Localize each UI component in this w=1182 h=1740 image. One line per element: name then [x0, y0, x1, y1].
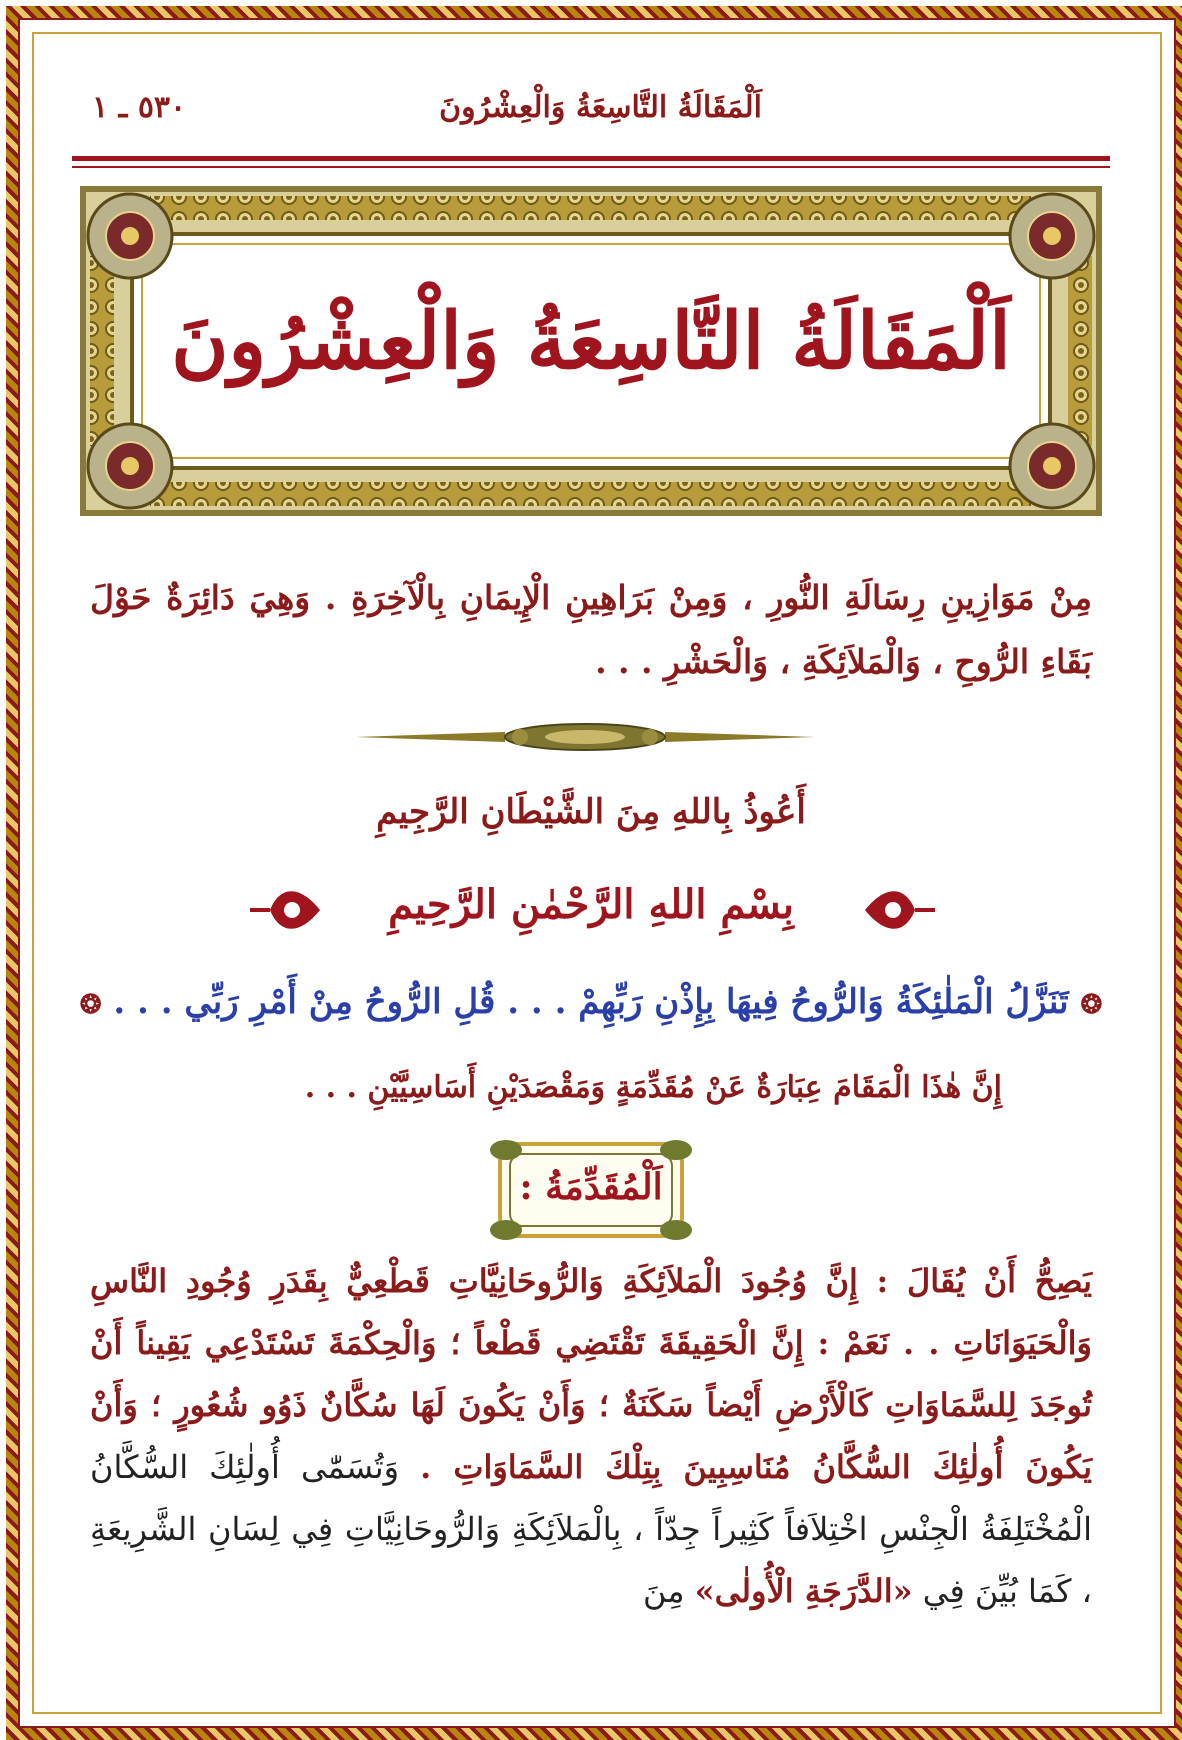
basmala-block — [60, 875, 1122, 955]
body-text-quote: «الدَّرَجَةِ الْأُولٰى» — [694, 1572, 913, 1610]
header-rule — [72, 156, 1110, 161]
quran-verse — [50, 982, 1132, 1022]
body-text-tail: مِنَ — [642, 1572, 685, 1610]
section-title-cartouche — [486, 1130, 696, 1250]
section-title: اَلْمُقَدِّمَةُ : — [519, 1166, 663, 1208]
body-text-plain: وَتُسَمّٰى أُولٰئِكَ السُّكَّانُ الْمُخْتَلِفَةُ الْجِنْسِ اخْتِلاَفاً كَثِيراً جِدّاً ، بِالْمَلاَئِكَةِ وَالرُّوحَانِيَّاتِ فِي لِسَانِ الشَّرِيعَةِ ، كَمَا بُيِّنَ فِي — [90, 1448, 1093, 1610]
page — [60, 60, 1122, 1680]
verse-text: تَنَزَّلُ الْمَلٰئِكَةُ وَالرُّوحُ فِيهَا بِإِذْنِ رَبِّهِمْ . . . قُلِ الرُّوحُ مِنْ أَمْرِ رَبِّي . . . — [113, 982, 1069, 1022]
article-title: اَلْمَقَالَةُ التَّاسِعَةُ وَالْعِشْرُونَ — [171, 296, 1011, 387]
istiadha: أَعُوذُ بِاللهِ مِنَ الشَّيْطَانِ الرَّجِيمِ — [376, 792, 806, 832]
page-number: ٥٣٠ ـ ١ — [92, 90, 187, 125]
verse-close-ornament-icon: ❂ — [79, 990, 102, 1020]
divider-ornament-icon — [355, 720, 815, 754]
header-title: اَلْمَقَالَةُ التَّاسِعَةُ وَالْعِشْرُونَ — [439, 90, 762, 125]
running-header — [80, 90, 1102, 140]
intro-paragraph: مِنْ مَوَازِينِ رِسَالَةِ النُّورِ ، وَمِنْ بَرَاهِينِ الْإِيمَانِ بِالْآخِرَةِ . وَهِيَ دَائِرَةٌ حَوْلَ بَقَاءِ الرُّوحِ ، وَالْمَلاَئِكَةِ ، وَالْحَشْرِ . . . — [90, 578, 1092, 681]
verse-open-ornament-icon: ❂ — [1080, 990, 1103, 1020]
title-banner — [80, 186, 1102, 516]
structure-statement: إِنَّ هٰذَا الْمَقَامَ عِبَارَةٌ عَنْ مُقَدِّمَةٍ وَمَقْصَدَيْنِ أَسَاسِيَّيْنِ . . . — [304, 1070, 1002, 1105]
header-rule-thin — [72, 166, 1110, 168]
basmala: بِسْمِ اللهِ الرَّحْمٰنِ الرَّحِيمِ — [388, 881, 794, 928]
body-text-emphasis: يَصِحُّ أَنْ يُقَالَ : إِنَّ وُجُودَ الْمَلاَئِكَةِ وَالرُّوحَانِيَّاتِ قَطْعِيٌّ بِقَدَرِ وُجُودِ النَّاسِ وَالْحَيَوَانَاتِ . . نَعَمْ : إِنَّ الْحَقِيقَةَ تَقْتَضِي قَطْعاً ؛ وَالْحِكْمَةَ تَسْتَدْعِي يَقِيناً أَنْ تُوجَدَ لِلسَّمَاوَاتِ كَالْأَرْضِ أَيْضاً سَكَنَةٌ ؛ وَأَنْ يَكُونَ لَهَا سُكَّانٌ ذَوُو شُعُورٍ ؛ وَأَنْ يَكُونَ أُولٰئِكَ السُّكَّانُ مُنَاسِبِينَ بِتِلْكَ السَّمَاوَاتِ . — [90, 1262, 1093, 1486]
body-paragraph — [90, 1250, 1092, 1622]
basmala-right-ornament-icon — [865, 875, 935, 945]
